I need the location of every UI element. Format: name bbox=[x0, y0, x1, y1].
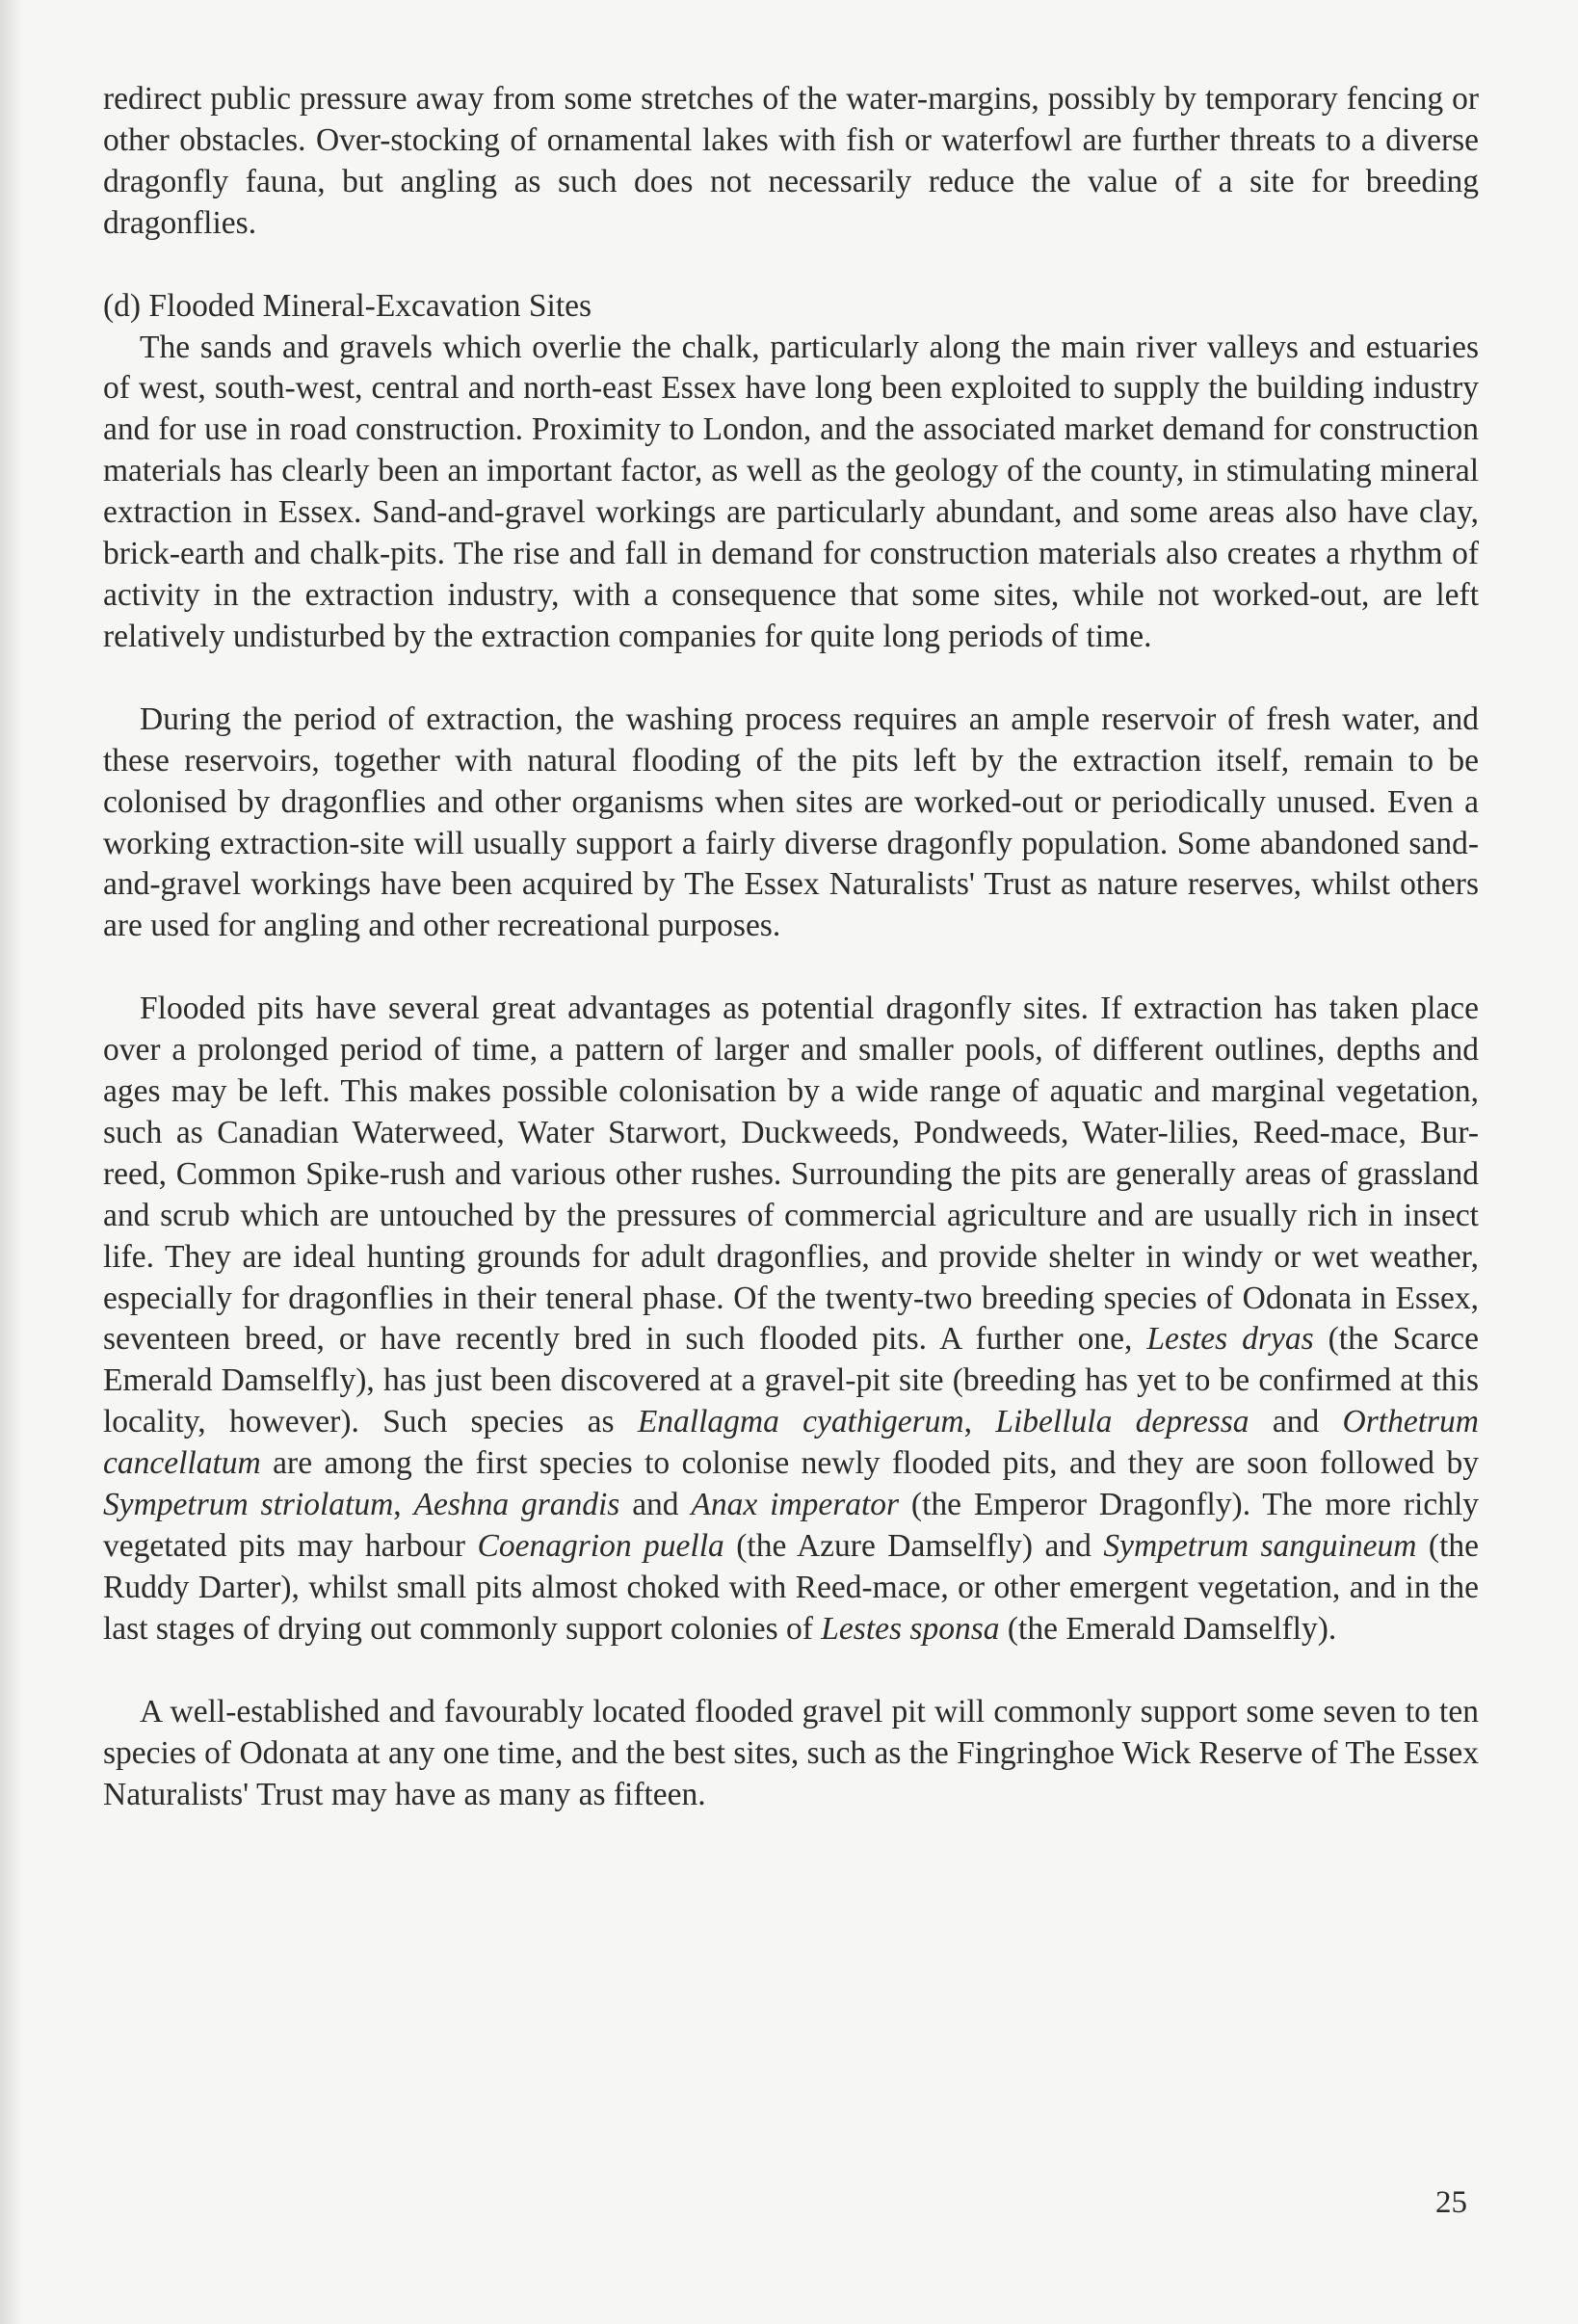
paragraph-established-pit: A well-established and favourably located flooded gravel pit will commonly support some seven to ten species of Odonata at any one time, and the best sites, such as the Fingringhoe Wick Reserve of The Essex Naturalists' Trust may have as many as fifteen. bbox=[103, 1693, 1479, 1812]
section-heading: (d) Flooded Mineral-Excavation Sites bbox=[103, 287, 592, 324]
species-name: Libellula depressa bbox=[995, 1404, 1249, 1440]
text-run: , bbox=[393, 1487, 414, 1523]
species-name: Aeshna grandis bbox=[413, 1487, 620, 1523]
text-run: (the Azure Damselfly) and bbox=[723, 1528, 1104, 1564]
text-run: and bbox=[1249, 1404, 1343, 1440]
species-name: Enallagma cyathigerum bbox=[637, 1404, 964, 1440]
paragraph-flooded-pits bbox=[103, 989, 1479, 1651]
paragraph-sands-gravels: The sands and gravels which overlie the chalk, particularly along the main river valleys and estuaries of west, south-west, central and north-east Essex have long been exploited to supply the building industry and for use in road construction. Proximity to London, and the associated market demand for construction materials has clearly been an important factor, as well as the geology of the county, in stimulating mineral extraction in Essex. Sand-and-gravel workings are particularly abundant, and some areas also have clay, brick-earth and chalk-pits. The rise and fall in demand for construction materials also creates a rhythm of activity in the extraction industry, with a consequence that some sites, while not worked-out, are left relatively undisturbed by the extraction companies for quite long periods of time. bbox=[103, 329, 1479, 654]
paragraph-extraction-period: During the period of extraction, the washing process requires an ample reservoir of fresh water, and these reservoirs, together with natural flooding of the pits left by the extraction itself, remain to be colonised by dragonflies and other organisms when sites are worked-out or periodically unused. Even a working extraction-site will usually support a fairly diverse dragonfly population. Some abandoned sand-and-gravel workings have been acquired by The Essex Naturalists' Trust as nature reserves, whilst others are used for angling and other recreational purposes. bbox=[103, 700, 1479, 944]
species-name: Orthetrum cancellatum bbox=[103, 1404, 1479, 1482]
page-number: 25 bbox=[1435, 2185, 1467, 2220]
species-name: Sympetrum sanguineum bbox=[1103, 1528, 1417, 1564]
species-name: Sympetrum striolatum bbox=[103, 1487, 394, 1523]
species-name: Anax imperator bbox=[691, 1487, 900, 1523]
text-run: (the Ruddy Darter), whilst small pits almost choked with Reed-mace, or other emergent vegetation, and in the last stages of drying out commonly support colonies of bbox=[103, 1528, 1479, 1647]
species-name: Lestes dryas bbox=[1146, 1321, 1314, 1358]
text-run: and bbox=[619, 1487, 692, 1523]
text-run: are among the first species to colonise newly flooded pits, and they are soon followed by bbox=[260, 1445, 1479, 1482]
species-name: Lestes sponsa bbox=[821, 1610, 1000, 1647]
species-name: Coenagrion puella bbox=[477, 1528, 724, 1564]
text-run: (the Scarce Emerald Damselfly), has just been discovered at a gravel-pit site (breeding has yet to be confirmed at this locality, however). Such species as bbox=[103, 1321, 1479, 1440]
text-run: (the Emperor Dragonfly). The more richly vegetated pits may harbour bbox=[103, 1487, 1480, 1564]
paragraph-continuation: redirect public pressure away from some stretches of the water-margins, possibly by temporary fencing or other obstacles. Over-stocking of ornamental lakes with fish or waterfowl are further threats to a diverse dragonfly fauna, but angling as such does not necessarily reduce the value of a site for breeding dragonflies. bbox=[103, 81, 1479, 241]
text-run: Flooded pits have several great advantages as potential dragonfly sites. If extraction has taken place over a prolonged period of time, a pattern of larger and smaller pools, of different outlines, depths and ages may be left. This makes possible colonisation by a wide range of aquatic and marginal vegetation, such as Canadian Waterweed, Water Starwort, Duckweeds, Pondweeds, Water-lilies, Reed-mace, Bur-reed, Common Spike-rush and various other rushes. Surrounding the pits are generally areas of grassland and scrub which are untouched by the pressures of commercial agriculture and are usually rich in insect life. They are ideal hunting grounds for adult dragonflies, and provide shelter in windy or wet weather, especially for dragonflies in their teneral phase. Of the twenty-two breeding species of Odonata in Essex, seventeen breed, or have recently bred in such flooded pits. A further one, bbox=[103, 990, 1479, 1358]
page-edge-shadow bbox=[0, 0, 23, 2324]
text-run: , bbox=[963, 1404, 996, 1440]
text-run: (the Emerald Damselfly). bbox=[999, 1610, 1337, 1647]
page-body bbox=[103, 79, 1479, 1857]
